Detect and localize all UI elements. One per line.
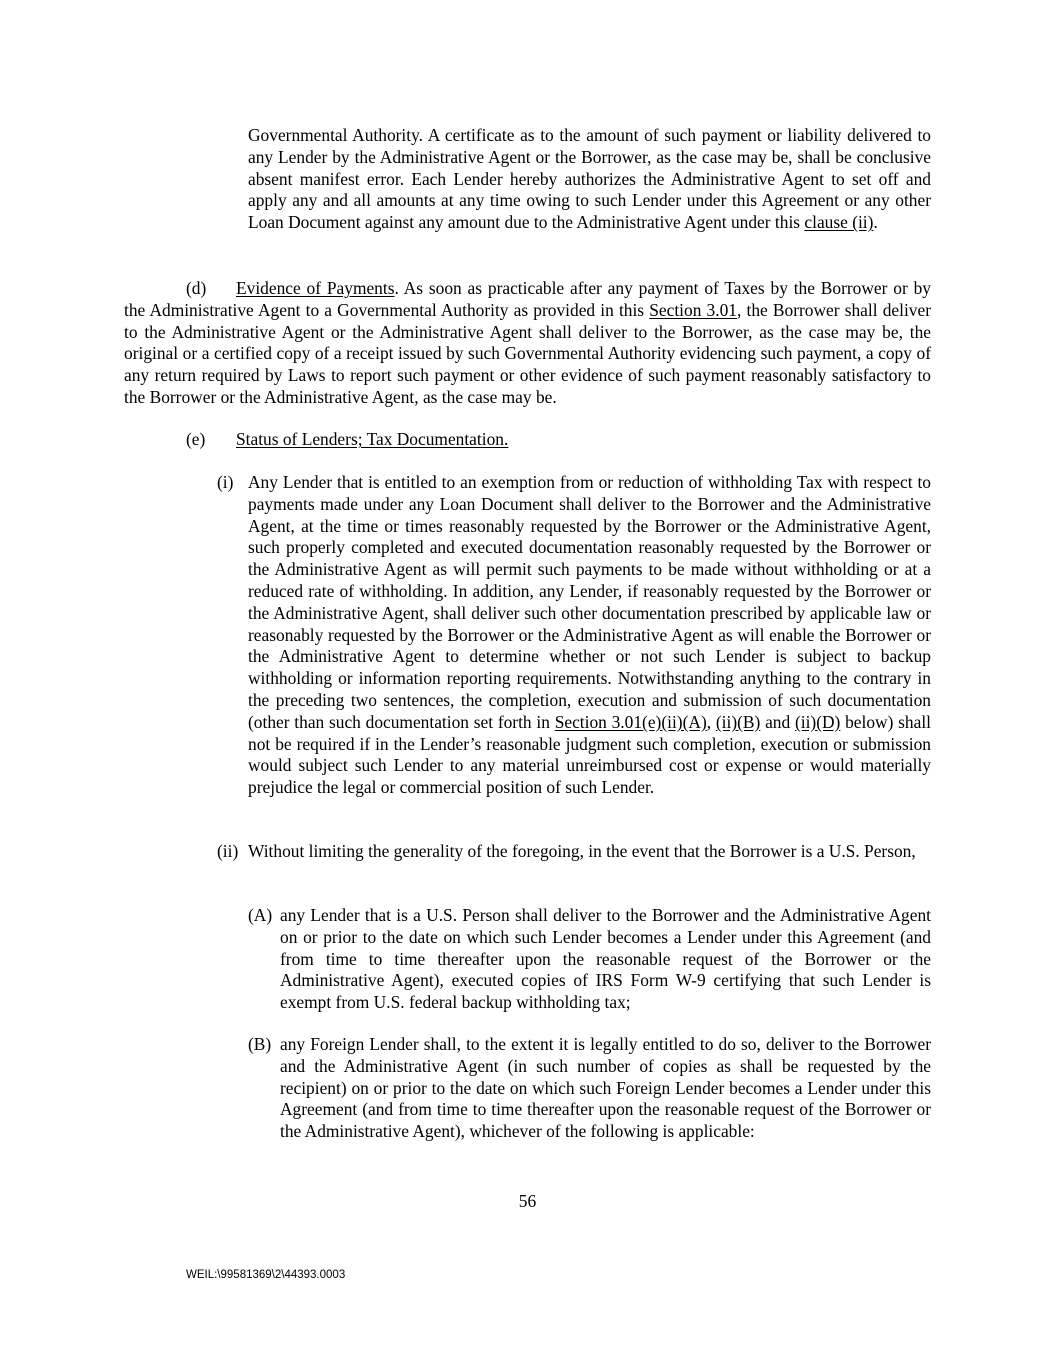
- section-e-label: (e): [186, 429, 206, 449]
- ii-d-reference[interactable]: (ii)(D): [794, 711, 841, 732]
- ii-b-reference[interactable]: (ii)(B): [715, 711, 761, 732]
- item-ii-label: (ii): [217, 841, 239, 861]
- section-3-01-e-ii-a-reference[interactable]: Section 3.01(e)(ii)(A): [554, 711, 707, 732]
- section-e-heading: Status of Lenders; Tax Documentation.: [236, 429, 509, 449]
- item-ii-paragraph: Without limiting the generality of the foregoing, in the event that the Borrower is a U.S. Person,: [248, 841, 916, 861]
- section-d-heading: Evidence of Payments: [236, 278, 395, 298]
- page-number: 56: [518, 1191, 537, 1211]
- continuation-paragraph: Governmental Authority. A certificate as to the amount of such payment or liability delivered to any Lender by the Administrative Agent or the Borrower, as the case may be, shall be conclusive absent manifest error. Each Lender hereby authorizes the Administrative Agent to set off and apply any and all amounts at any time owing to such Lender under this Agreement or any other Loan Document against any amount due to the Administrative Agent under this clause (ii).: [248, 125, 931, 233]
- item-i-paragraph: Any Lender that is entitled to an exemption from or reduction of withholding Tax with respect to payments made under any Loan Document shall deliver to the Borrower and the Administrative Agent, at the time or times reasonably requested by the Borrower or the Administrative Agent, such properly completed and executed documentation reasonably requested by the Borrower or the Administrative Agent as will permit such payments to be made without withholding or at a reduced rate of withholding. In addition, any Lender, if reasonably requested by the Borrower or the Administrative Agent, shall deliver such other documentation prescribed by applicable law or reasonably requested by the Borrower or the Administrative Agent as will enable the Borrower or the Administrative Agent to determine whether or not such Lender is subject to backup withholding or information reporting requirements. Notwithstanding anything to the contrary in the preceding two sentences, the completion, execution and submission of such documentation (other than such documentation set forth in Section 3.01(e)(ii)(A), (ii)(B) and (ii)(D) below) shall not be required if in the Lender’s reasonable judgment such completion, execution or submission would subject such Lender to any material unreimbursed cost or expense or would materially prejudice the legal or commercial position of such Lender.: [248, 472, 932, 798]
- footer-document-id: WEIL:\99581369\2\44393.0003: [186, 1269, 346, 1281]
- item-a-paragraph: any Lender that is a U.S. Person shall deliver to the Borrower and the Administrative Agent on or prior to the date on which such Lender becomes a Lender under this Agreement (and from time to time thereafter upon the reasonable request of the Borrower or the Administrative Agent), executed copies of IRS Form W-9 certifying that such Lender is exempt from U.S. federal backup withholding tax;: [280, 905, 931, 1013]
- item-b-paragraph: any Foreign Lender shall, to the extent it is legally entitled to do so, deliver to the Borrower and the Administrative Agent (in such number of copies as shall be requested by the recipient) on or prior to the date on which such Foreign Lender becomes a Lender under this Agreement (and from time to time thereafter upon the reasonable request of the Borrower or the Administrative Agent), whichever of the following is applicable:: [280, 1034, 931, 1142]
- section-d-paragraph: Evidence of Payments. As soon as practicable after any payment of Taxes by the Borrower or by the Administrative Agent to a Governmental Authority as provided in this Section 3.01, the Borrower shall deliver to the Administrative Agent or the Administrative Agent shall deliver to the Borrower, as the case may be, the original or a certified copy of a receipt issued by such Governmental Authority evidencing such payment, a copy of any return required by Laws to report such payment or other evidence of such payment reasonably satisfactory to the Borrower or the Administrative Agent, as the case may be.: [124, 278, 931, 407]
- item-b-label: (B): [248, 1034, 272, 1054]
- section-d-label: (d): [186, 278, 207, 298]
- continuation-text: Governmental Authority. A certificate as to the amount of such payment or liability delivered to any Lender by the Administrative Agent or the Borrower, as the case may be, shall be conclusive absent manifest error. Each Lender hereby authorizes the Administrative Agent to set off and apply any and all amounts at any time owing to such Lender under this Agreement or any other Loan Document against any amount due to the Administrative Agent under this: [248, 125, 931, 233]
- section-3-01-reference[interactable]: Section 3.01: [649, 299, 737, 320]
- item-i-label: (i): [217, 472, 234, 492]
- clause-ii-reference[interactable]: clause (ii): [804, 212, 874, 233]
- item-a-label: (A): [248, 905, 273, 925]
